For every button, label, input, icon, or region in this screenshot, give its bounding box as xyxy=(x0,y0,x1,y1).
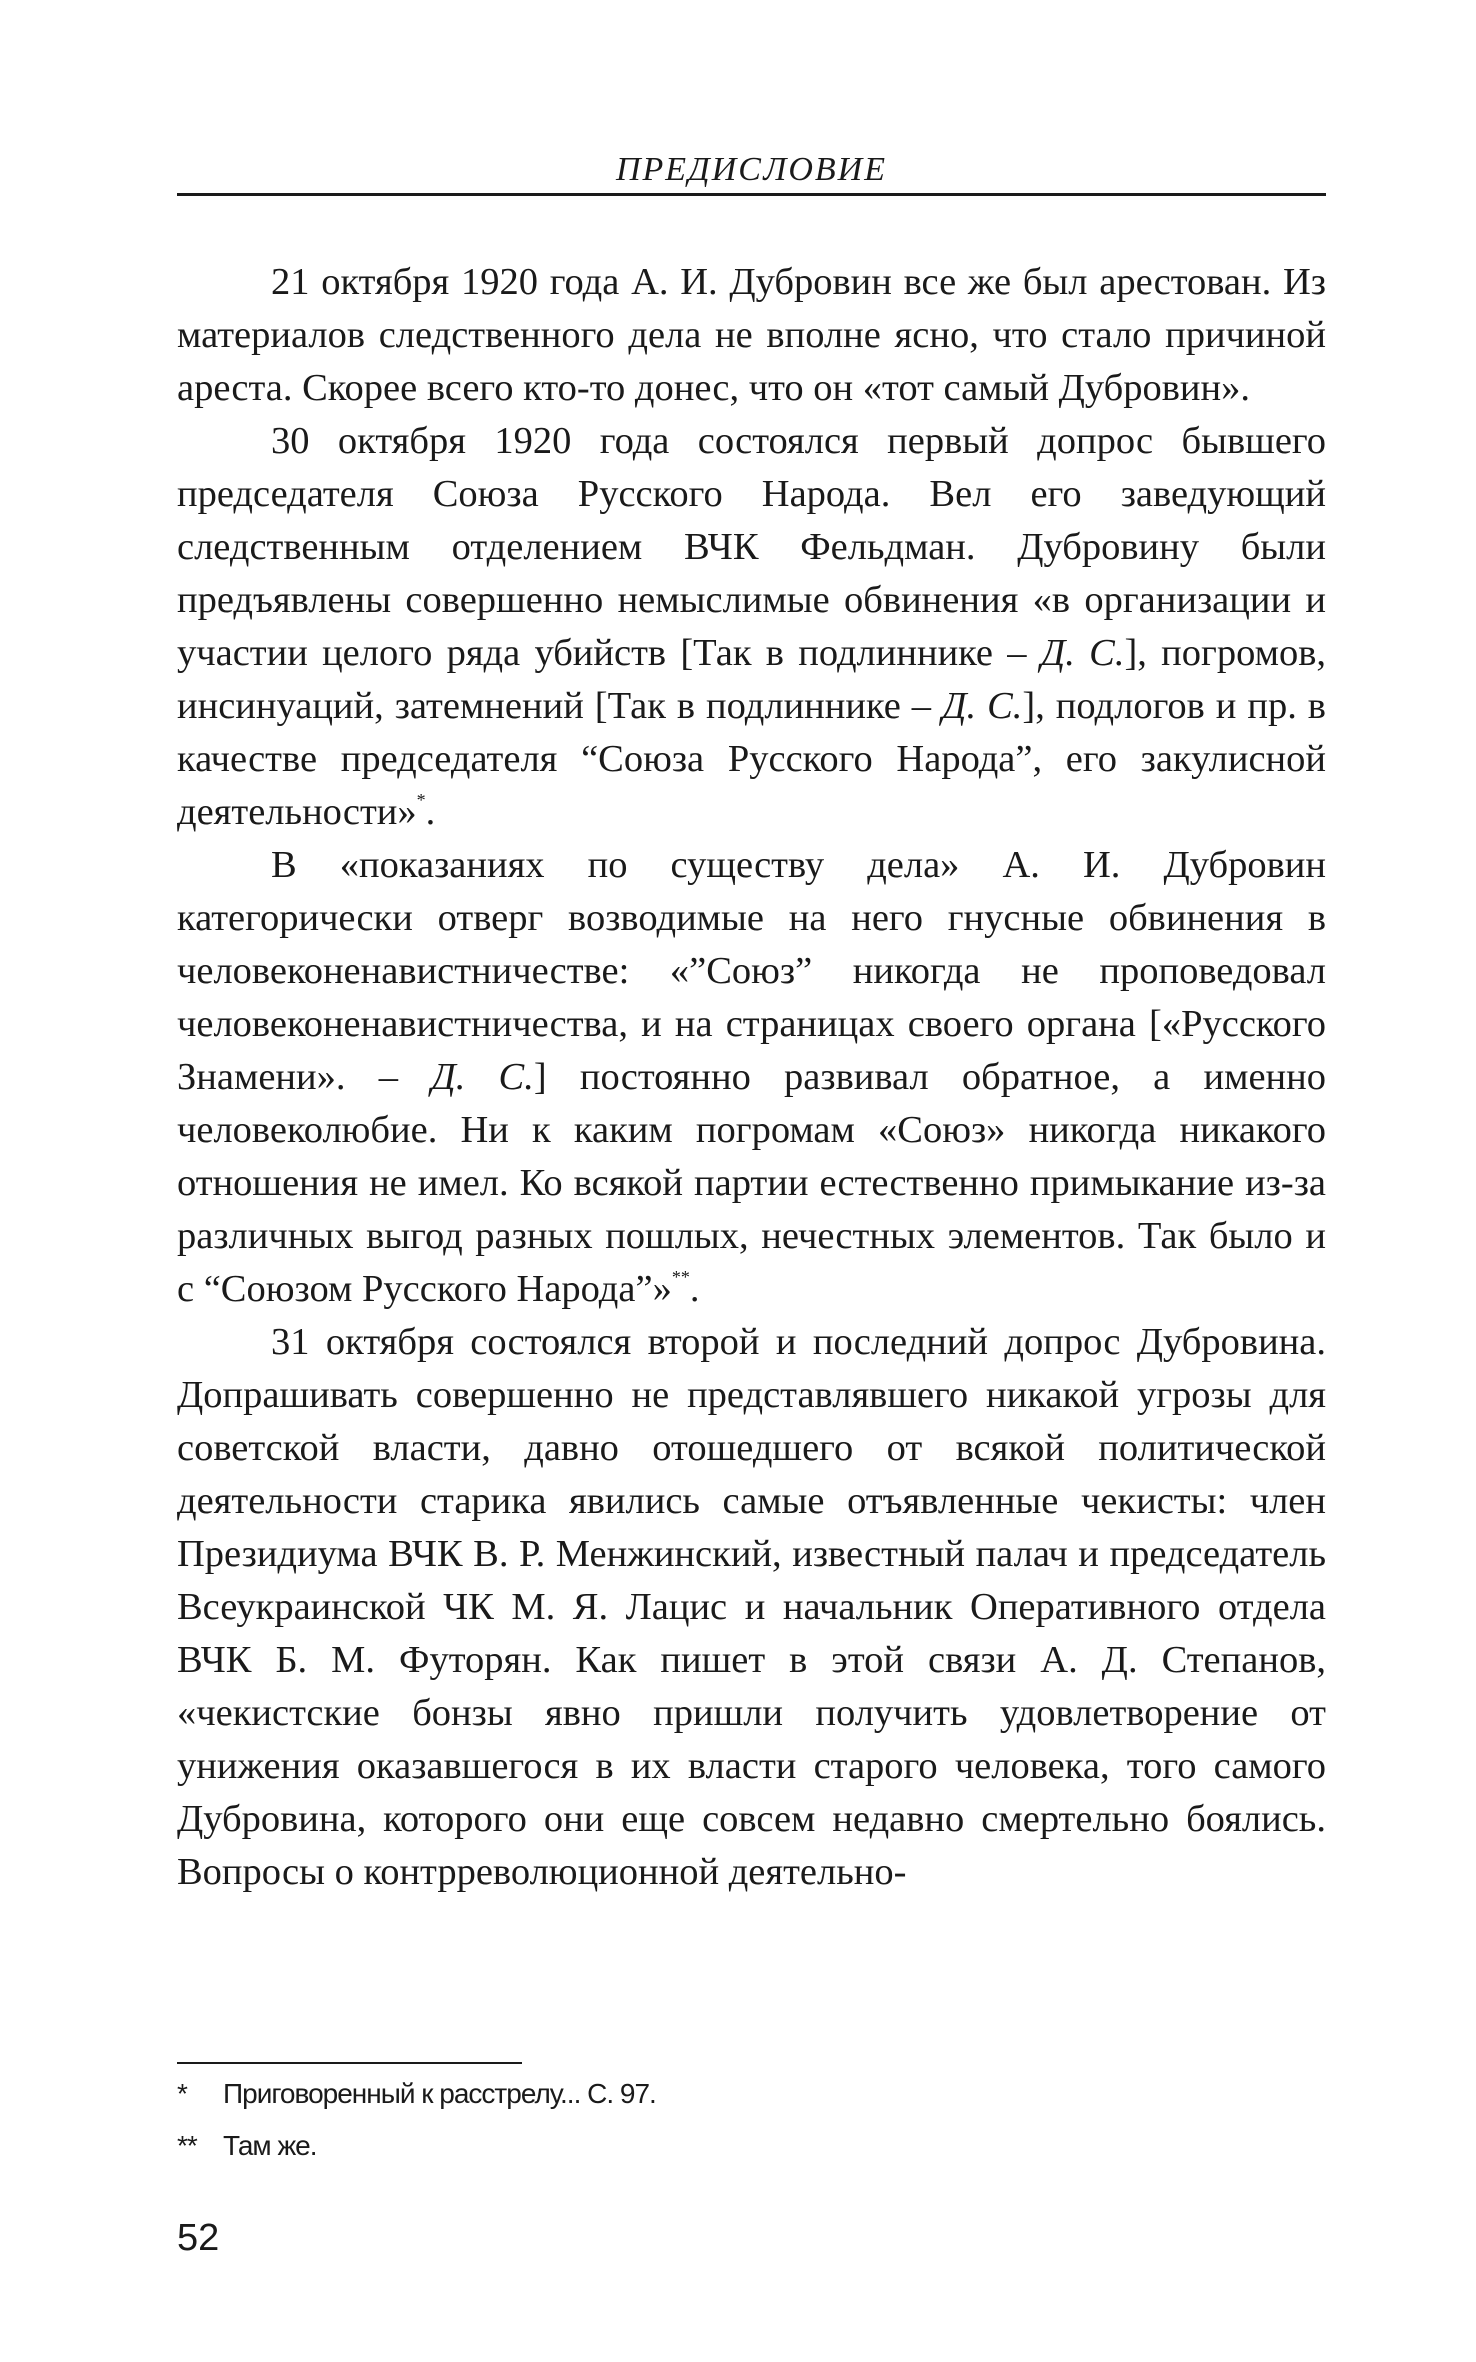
footnote-rule xyxy=(177,2062,522,2064)
text-segment: ] постоянно развивал обратное, а именно человеколюбие. Ни к каким погромам «Союз» никогда никакого отношения не имел. Ко всякой партии естественно примыкание из-за различных выгод разных пошлых, нечестных элементов. Так было и с “Союзом Русского Народа”» xyxy=(177,1056,1326,1310)
footnote xyxy=(177,2072,1326,2116)
text-segment: 31 октября состоялся второй и последний допрос Дубровина. Допрашивать совершенно не представлявшего никакой угрозы для советской власти, давно отошедшего от всякой политической деятельности старика явились самые отъявленные чекисты: член Президиума ВЧК В. Р. Менжинский, известный палач и председатель Всеукраинской ЧК М. Я. Лацис и начальник Оперативного отдела ВЧК Б. М. Футорян. Как пишет в этой связи А. Д. Степанов, «чекистские бонзы явно пришли получить удовлетворение от унижения оказавшегося в их власти старого человека, того самого Дубровина, которого они еще совсем недавно смертельно боялись. Вопросы о контрреволюционной деятельно- xyxy=(177,1321,1326,1893)
header-rule xyxy=(177,193,1326,196)
footnote-mark: ** xyxy=(177,2130,197,2161)
paragraph xyxy=(177,415,1326,839)
author-initials: Д. С. xyxy=(431,1056,534,1098)
text-segment: . xyxy=(425,791,436,833)
footnote-text: Там же. xyxy=(223,2130,317,2161)
text-segment: 21 октября 1920 года А. И. Дубровин все же был арестован. Из материалов следственного дела не вполне ясно, что стало причиной ареста. Скорее всего кто-то донес, что он «тот самый Дубровин». xyxy=(177,261,1326,409)
footnote-text: Приговоренный к расстрелу... С. 97. xyxy=(223,2078,656,2109)
running-head: ПРЕДИСЛОВИЕ xyxy=(615,151,888,188)
footnote xyxy=(177,2124,1326,2168)
text-segment: ], погромов, инсинуаций, затемнений [Так в подлиннике – xyxy=(177,632,1326,727)
text-segment: ], подлогов и пр. в качестве председателя “Союза Русского Народа”, его закулисной деятельности» xyxy=(177,685,1326,833)
page-number: 52 xyxy=(177,2217,220,2259)
text-segment: 30 октября 1920 года состоялся первый допрос бывшего председателя Союза Русского Народа. Вел его заведующий следственным отделением ВЧК Фельдман. Дубровину были предъявлены совершенно немыслимые обвинения «в организации и участии целого ряда убийств [Так в подлиннике – xyxy=(177,420,1326,674)
body-text xyxy=(177,256,1326,1899)
author-initials: Д. С. xyxy=(1040,632,1125,674)
paragraph xyxy=(177,1316,1326,1899)
footnote-ref: * xyxy=(416,790,426,810)
paragraph xyxy=(177,256,1326,415)
author-initials: Д. С. xyxy=(942,685,1023,727)
footnotes xyxy=(177,2072,1326,2168)
footnote-ref: ** xyxy=(671,1267,690,1287)
text-segment: . xyxy=(689,1268,700,1310)
footnote-mark: * xyxy=(177,2078,187,2109)
paragraph xyxy=(177,839,1326,1316)
text-segment: В «показаниях по существу дела» А. И. Дубровин категорически отверг возводимые на него гнусные обвинения в человеконенавистничестве: «”Союз” никогда не проповедовал человеконенавистничества, и на страницах своего органа [«Русского Знамени». – xyxy=(177,844,1326,1098)
